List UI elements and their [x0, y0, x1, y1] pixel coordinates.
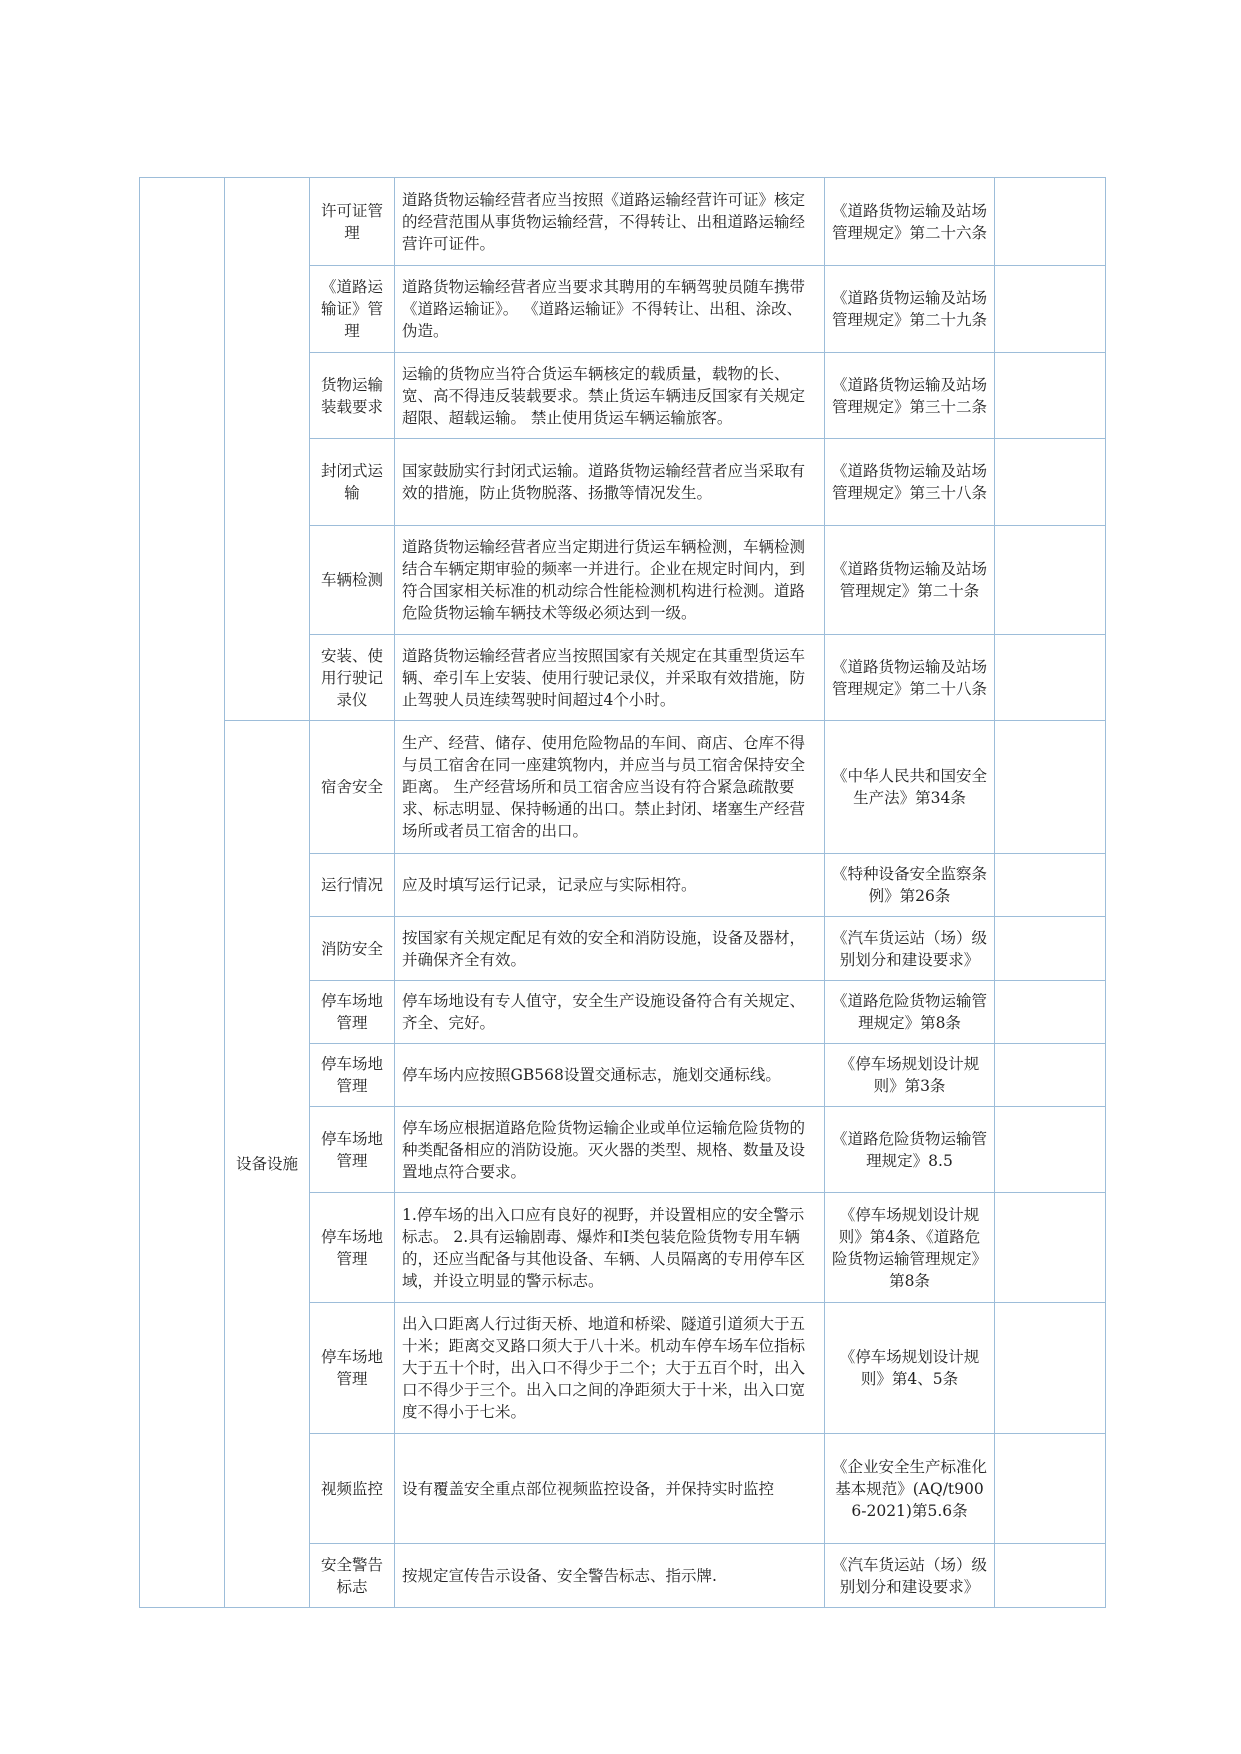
item-cell: 安全警告标志 [310, 1544, 395, 1608]
basis-cell: 《企业安全生产标准化基本规范》(AQ/t9006-2021)第5.6条 [825, 1434, 995, 1544]
note-cell [995, 917, 1106, 981]
requirement-cell: 1.停车场的出入口应有良好的视野，并设置相应的安全警示标志。 2.具有运输剧毒、爆炸和Ⅰ类包装危险货物专用车辆的，还应当配备与其他设备、车辆、人员隔离的专用停车区域，并设立明显的警示标志。 [395, 1193, 825, 1303]
item-cell: 视频监控 [310, 1434, 395, 1544]
basis-cell: 《汽车货运站（场）级别划分和建设要求》 [825, 1544, 995, 1608]
basis-cell: 《道路危险货物运输管理规定》8.5 [825, 1107, 995, 1193]
note-cell [995, 981, 1106, 1044]
basis-cell: 《道路货物运输及站场管理规定》第三十二条 [825, 353, 995, 439]
item-cell: 停车场地管理 [310, 1193, 395, 1303]
basis-cell: 《中华人民共和国安全生产法》第34条 [825, 721, 995, 854]
note-cell [995, 721, 1106, 854]
note-cell [995, 1044, 1106, 1107]
basis-cell: 《停车场规划设计规则》第4条、《道路危险货物运输管理规定》第8条 [825, 1193, 995, 1303]
table-row [140, 178, 1106, 266]
item-cell: 安装、使用行驶记录仪 [310, 635, 395, 721]
basis-cell: 《道路货物运输及站场管理规定》第二十条 [825, 526, 995, 635]
requirement-cell: 国家鼓励实行封闭式运输。道路货物运输经营者应当采取有效的措施，防止货物脱落、扬撒等情况发生。 [395, 439, 825, 526]
requirement-cell: 停车场应根据道路危险货物运输企业或单位运输危险货物的种类配备相应的消防设施。灭火器的类型、规格、数量及设置地点符合要求。 [395, 1107, 825, 1193]
note-cell [995, 635, 1106, 721]
table-row [140, 721, 1106, 854]
item-cell: 消防安全 [310, 917, 395, 981]
note-cell [995, 353, 1106, 439]
note-cell [995, 1107, 1106, 1193]
requirement-cell: 出入口距离人行过街天桥、地道和桥梁、隧道引道须大于五十米；距离交叉路口须大于八十米。机动车停车场车位指标大于五十个时，出入口不得少于二个；大于五百个时，出入口不得少于三个。出入口之间的净距须大于十米，出入口宽度不得小于七米。 [395, 1303, 825, 1434]
category-cell [140, 178, 225, 1608]
basis-cell: 《停车场规划设计规则》第4、5条 [825, 1303, 995, 1434]
note-cell [995, 1303, 1106, 1434]
basis-cell: 《道路货物运输及站场管理规定》第二十六条 [825, 178, 995, 266]
requirement-cell: 道路货物运输经营者应当按照国家有关规定在其重型货运车辆、牵引车上安装、使用行驶记录仪，并采取有效措施，防止驾驶人员连续驾驶时间超过4个小时。 [395, 635, 825, 721]
note-cell [995, 1544, 1106, 1608]
requirement-cell: 设有覆盖安全重点部位视频监控设备，并保持实时监控 [395, 1434, 825, 1544]
item-cell: 《道路运输证》管理 [310, 266, 395, 353]
basis-cell: 《停车场规划设计规则》第3条 [825, 1044, 995, 1107]
item-cell: 停车场地管理 [310, 1107, 395, 1193]
basis-cell: 《特种设备安全监察条例》第26条 [825, 854, 995, 917]
requirement-cell: 按规定宣传告示设备、安全警告标志、指示牌. [395, 1544, 825, 1608]
basis-cell: 《道路货物运输及站场管理规定》第二十九条 [825, 266, 995, 353]
item-cell: 货物运输装载要求 [310, 353, 395, 439]
note-cell [995, 1434, 1106, 1544]
requirement-cell: 按国家有关规定配足有效的安全和消防设施，设备及器材，并确保齐全有效。 [395, 917, 825, 981]
note-cell [995, 526, 1106, 635]
note-cell [995, 854, 1106, 917]
requirement-cell: 停车场地设有专人值守，安全生产设施设备符合有关规定、齐全、完好。 [395, 981, 825, 1044]
requirement-cell: 生产、经营、储存、使用危险物品的车间、商店、仓库不得与员工宿舍在同一座建筑物内，并应当与员工宿舍保持安全距离。 生产经营场所和员工宿舍应当设有符合紧急疏散要求、标志明显、保持畅通的出口。禁止封闭、堵塞生产经营场所或者员工宿舍的出口。 [395, 721, 825, 854]
subcategory-cell [225, 178, 310, 721]
requirement-cell: 停车场内应按照GB568设置交通标志，施划交通标线。 [395, 1044, 825, 1107]
basis-cell: 《道路货物运输及站场管理规定》第三十八条 [825, 439, 995, 526]
requirement-cell: 道路货物运输经营者应当定期进行货运车辆检测，车辆检测结合车辆定期审验的频率一并进行。企业在规定时间内，到符合国家相关标准的机动综合性能检测机构进行检测。道路危险货物运输车辆技术等级必须达到一级。 [395, 526, 825, 635]
note-cell [995, 178, 1106, 266]
item-cell: 封闭式运输 [310, 439, 395, 526]
inspection-table [139, 177, 1106, 1608]
note-cell [995, 266, 1106, 353]
item-cell: 车辆检测 [310, 526, 395, 635]
item-cell: 宿舍安全 [310, 721, 395, 854]
item-cell: 许可证管理 [310, 178, 395, 266]
subcategory-cell: 设备设施 [225, 721, 310, 1608]
requirement-cell: 道路货物运输经营者应当按照《道路运输经营许可证》核定的经营范围从事货物运输经营，不得转让、出租道路运输经营许可证件。 [395, 178, 825, 266]
item-cell: 停车场地管理 [310, 1044, 395, 1107]
requirement-cell: 道路货物运输经营者应当要求其聘用的车辆驾驶员随车携带《道路运输证》。 《道路运输证》不得转让、出租、涂改、伪造。 [395, 266, 825, 353]
item-cell: 停车场地管理 [310, 981, 395, 1044]
basis-cell: 《道路货物运输及站场管理规定》第二十八条 [825, 635, 995, 721]
note-cell [995, 1193, 1106, 1303]
item-cell: 运行情况 [310, 854, 395, 917]
item-cell: 停车场地管理 [310, 1303, 395, 1434]
requirement-cell: 运输的货物应当符合货运车辆核定的载质量，载物的长、宽、高不得违反装载要求。禁止货运车辆违反国家有关规定超限、超载运输。 禁止使用货运车辆运输旅客。 [395, 353, 825, 439]
basis-cell: 《汽车货运站（场）级别划分和建设要求》 [825, 917, 995, 981]
requirement-cell: 应及时填写运行记录，记录应与实际相符。 [395, 854, 825, 917]
note-cell [995, 439, 1106, 526]
basis-cell: 《道路危险货物运输管理规定》第8条 [825, 981, 995, 1044]
